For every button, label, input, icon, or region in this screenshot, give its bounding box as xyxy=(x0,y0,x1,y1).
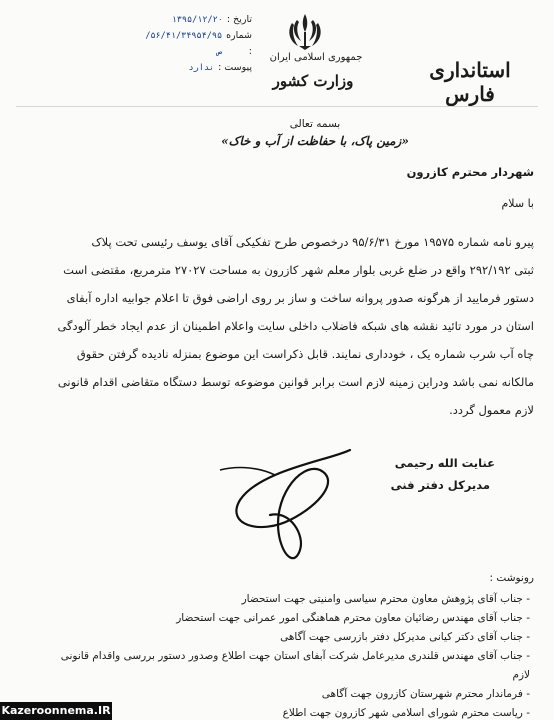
date-row xyxy=(152,12,252,28)
cc-item: - ریاست محترم شورای اسلامی شهر کازرون جهت اطلاع xyxy=(282,707,530,719)
office-name: استانداری فارس xyxy=(429,58,511,106)
number-row xyxy=(145,28,252,60)
republic-name: جمهوری اسلامی ایران xyxy=(269,52,363,63)
attachment-row xyxy=(152,60,252,76)
body-line: مالکانه نمی باشد ودراین زمینه لازم است برابر قوانین موضوعه توسط دستگاه متقاضی اقدام قانونی xyxy=(57,375,534,389)
date-value: ۱۳۹۵/۱۲/۲۰ xyxy=(171,15,223,25)
signatory-name: عنایت الله رحیمی xyxy=(394,456,495,470)
cc-item: - جناب آقای پژوهش معاون محترم سیاسی وامنیتی جهت استحضار xyxy=(241,593,530,605)
attachment-value: ندارد xyxy=(188,63,215,73)
body-line: استان در مورد تائید نقشه های شبکه فاضلاب داخلی سایت واعلام اطمینان از عدم ایجاد خطر آلودگی xyxy=(57,319,534,333)
ministry-name: وزارت کشور xyxy=(272,72,354,90)
cc-item: - جناب آقای دکتر کیانی مدیرکل دفتر بازرسی جهت آگاهی xyxy=(280,631,530,643)
letter-body xyxy=(34,228,534,424)
cc-item: - جناب آقای مهندس رضائیان معاون محترم هماهنگی امور عمرانی جهت استحضار xyxy=(176,612,530,624)
body-line: پیرو نامه شماره ۱۹۵۷۵ مورخ ۹۵/۶/۳۱ درخصوص طرح تفکیکی آقای یوسف رئیسی تحت پلاک xyxy=(91,235,534,249)
number-label: شماره : xyxy=(226,30,252,57)
addressee: شهردار محترم کازرون xyxy=(406,165,534,179)
site-watermark: Kazeroonnema.IR xyxy=(0,702,112,720)
bismillah: بسمه تعالی xyxy=(289,118,341,130)
greeting: با سلام xyxy=(501,197,534,210)
letter-motto: «زمین پاک، با حفاظت از آب و خاک» xyxy=(221,134,409,148)
date-label: تاریخ : xyxy=(226,14,252,25)
iran-emblem-icon xyxy=(284,10,326,52)
cc-heading: رونوشت : xyxy=(489,572,534,584)
body-line: ثبتی ۲۹۲/۱۹۲ واقع در ضلع غربی بلوار معلم شهر کازرون به مساحت ۲۷۰۲۷ مترمربع، مقتضی است xyxy=(63,263,534,277)
signatory-title: مدیرکل دفتر فنی xyxy=(390,478,490,492)
cc-list xyxy=(60,590,530,720)
body-line: لازم معمول گردد. xyxy=(449,403,534,417)
body-line: دستور فرمایید از هرگونه صدور پروانه ساخت و ساز بر روی اراضی فوق تا اعلام جوابیه اداره آبفای xyxy=(66,291,534,305)
cc-item: - جناب آقای مهندس قلندری مدیرعامل شرکت آبفای استان جهت اطلاع وصدور دستور بررسی واقدام قانونی لازم xyxy=(60,650,530,681)
body-line: چاه آب شرب شماره یک ، خودداری نمایند. قابل ذکراست این موضوع بمنزله نادیده گرفتن حقوق xyxy=(76,347,534,361)
attachment-label: پیوست : xyxy=(218,62,252,73)
number-value: ۵۶/۴۱/۳۴۹۵۴/۹۵/ص xyxy=(145,31,223,57)
letter-meta xyxy=(145,12,252,76)
cc-item: - فرماندار محترم شهرستان کازرون جهت آگاهی xyxy=(321,688,530,700)
header-divider xyxy=(16,106,538,107)
